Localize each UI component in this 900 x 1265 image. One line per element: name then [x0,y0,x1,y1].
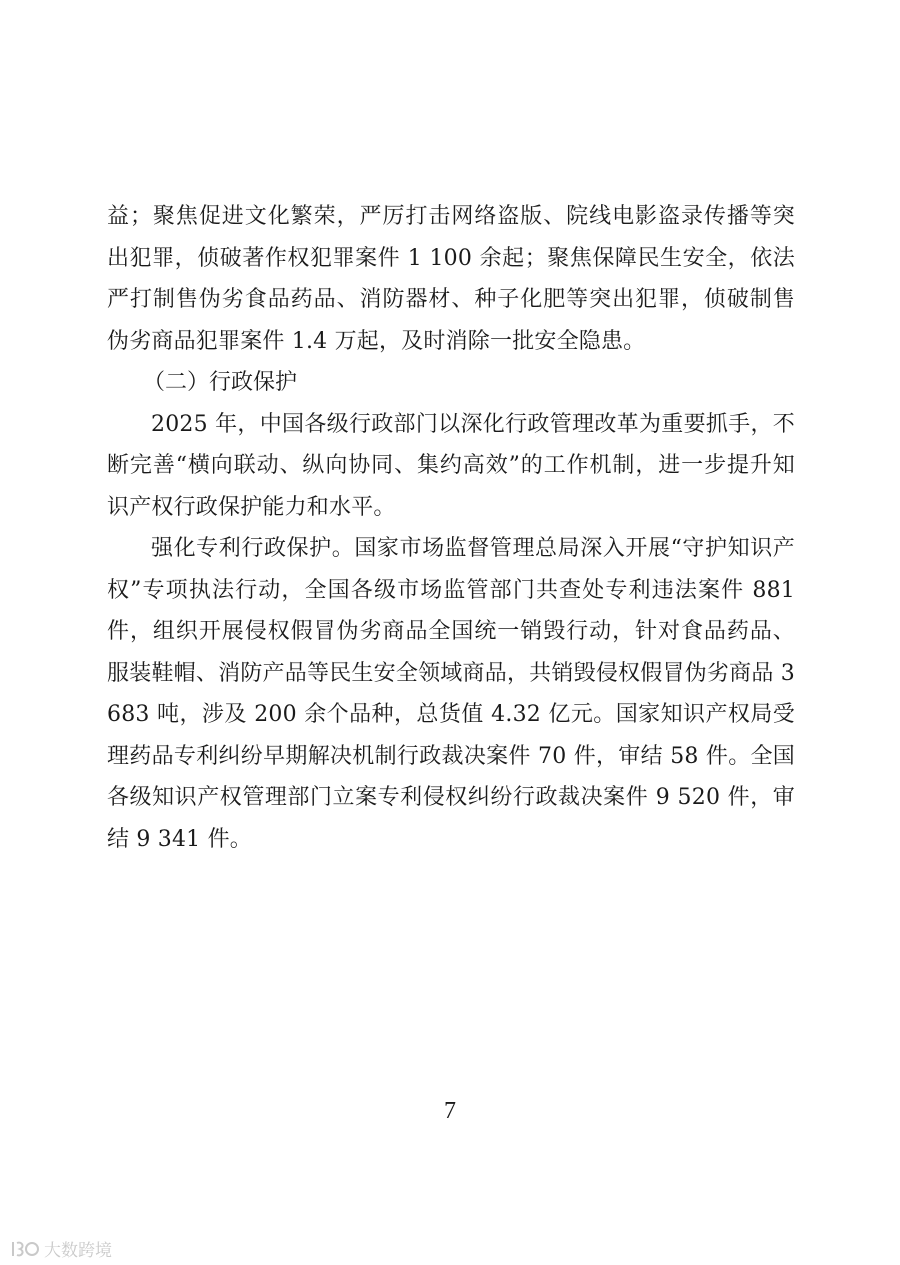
paragraph-patent-protection: 强化专利行政保护。国家市场监督管理总局深入开展“守护知识产权”专项执法行动，全国各级市场监管部门共查处专利违法案件 881 件，组织开展侵权假冒伪劣商品全国统一销毁行动，针对食品药品、服装鞋帽、消防产品等民生安全领域商品，共销毁侵权假冒伪劣商品 3 683 吨，涉及 200 余个品种，总货值 4.32 亿元。国家知识产权局受理药品专利纠纷早期解决机制行政裁决案件 70 件，审结 58 件。全国各级知识产权管理部门立案专利侵权纠纷行政裁决案件 9 520 件，审结 9 341 件。 [107,536,795,852]
page-number: 7 [444,1098,456,1124]
logo-mark-icon [10,1239,40,1259]
document-body [107,196,795,860]
watermark-text: 大数跨境 [44,1241,112,1261]
watermark [10,1236,112,1261]
section-heading-administrative-protection: （二）行政保护 [143,370,298,395]
paragraph-administrative-overview: 2025 年，中国各级行政部门以深化行政管理改革为重要抓手，不断完善“横向联动、纵向协同、集约高效”的工作机制，进一步提升知识产权行政保护能力和水平。 [107,411,795,520]
paragraph-criminal-protection: 益；聚焦促进文化繁荣，严厉打击网络盗版、院线电影盗录传播等突出犯罪，侦破著作权犯罪案件 1 100 余起；聚焦保障民生安全，依法严打制售伪劣食品药品、消防器材、种子化肥等突出犯罪，侦破制售伪劣商品犯罪案件 1.4 万起，及时消除一批安全隐患。 [107,204,795,354]
